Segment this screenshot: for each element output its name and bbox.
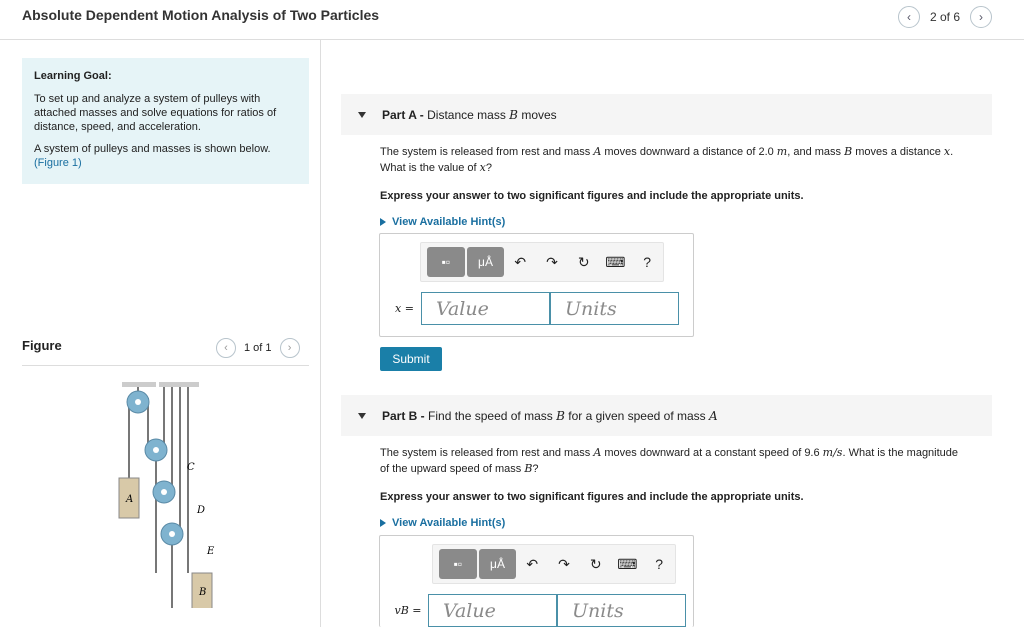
part-b-hint-link[interactable]: View Available Hint(s) bbox=[380, 517, 992, 529]
units-button[interactable] bbox=[467, 247, 505, 277]
pulley-system-figure bbox=[112, 378, 232, 608]
chevron-left-icon: ‹ bbox=[224, 342, 228, 354]
part-b-instruction: Express your answer to two significant figures and include the appropriate units. bbox=[380, 491, 804, 503]
prev-problem-button[interactable] bbox=[898, 6, 920, 28]
left-column bbox=[22, 40, 320, 627]
help-icon[interactable]: ? bbox=[643, 254, 652, 270]
collapse-caret-icon[interactable] bbox=[358, 112, 366, 118]
templates-button[interactable] bbox=[439, 549, 477, 579]
figure-header bbox=[22, 338, 309, 366]
pulley-axle bbox=[161, 489, 167, 495]
answer-label: vB = bbox=[394, 604, 422, 617]
units-input[interactable]: Units bbox=[550, 292, 679, 325]
next-problem-button[interactable] bbox=[970, 6, 992, 28]
part-b-body bbox=[380, 445, 992, 529]
part-b-title: Part B - Find the speed of mass B for a given speed of mass A bbox=[382, 408, 718, 423]
pulley-e-label: E bbox=[207, 546, 215, 557]
column-divider bbox=[320, 40, 321, 627]
part-a-title: Part A - Distance mass B moves bbox=[382, 107, 557, 122]
redo-icon[interactable]: ↷ bbox=[558, 555, 570, 572]
math-toolbar bbox=[432, 544, 676, 584]
part-b-answer-box bbox=[379, 535, 694, 627]
help-icon[interactable]: ? bbox=[655, 556, 664, 572]
reset-icon[interactable]: ↻ bbox=[589, 555, 602, 572]
figure-link[interactable]: (Figure 1) bbox=[34, 157, 82, 169]
templates-icon: ▪▫ bbox=[453, 557, 463, 571]
part-a-body bbox=[380, 144, 992, 228]
redo-icon[interactable]: ↷ bbox=[546, 253, 558, 270]
expand-triangle-icon bbox=[380, 218, 386, 226]
expand-triangle-icon bbox=[380, 519, 386, 527]
part-a-answer-box bbox=[379, 233, 694, 337]
page-title: Absolute Dependent Motion Analysis of Two Particles bbox=[22, 7, 380, 23]
system-text: A system of pulleys and masses is shown below. bbox=[34, 143, 271, 155]
answer-label: x = bbox=[395, 302, 414, 315]
pulley-d-label: D bbox=[197, 505, 206, 516]
units-button[interactable] bbox=[479, 549, 517, 579]
answer-row bbox=[388, 292, 679, 325]
part-b-header[interactable] bbox=[341, 395, 992, 436]
keyboard-icon[interactable]: ⌨ bbox=[605, 253, 626, 270]
chevron-right-icon: › bbox=[287, 342, 292, 354]
figure-pager bbox=[216, 338, 300, 358]
learning-goal-text: To set up and analyze a system of pulleys with attached masses and solve equations for ratios of distance, speed, and acceleration. bbox=[34, 93, 277, 133]
part-a-question: The system is released from rest and mass A moves downward a distance of 2.0 m, and mass B moves a distance x. What is the value of x? bbox=[380, 145, 954, 174]
pulley-axle bbox=[169, 531, 175, 537]
collapse-caret-icon[interactable] bbox=[358, 413, 366, 419]
main-content bbox=[341, 40, 993, 627]
math-toolbar bbox=[420, 242, 664, 282]
next-figure-button[interactable] bbox=[280, 338, 300, 358]
pulley-axle bbox=[153, 447, 159, 453]
submit-button[interactable]: Submit bbox=[380, 347, 442, 371]
learning-goal-box bbox=[22, 58, 309, 184]
pulley-c-label: C bbox=[187, 462, 195, 473]
part-a-hint-link[interactable]: View Available Hint(s) bbox=[380, 216, 992, 228]
reset-icon[interactable]: ↻ bbox=[577, 253, 590, 270]
part-a-header[interactable] bbox=[341, 94, 992, 135]
keyboard-icon[interactable]: ⌨ bbox=[617, 555, 638, 572]
templates-icon: ▪▫ bbox=[441, 255, 451, 269]
units-input[interactable]: Units bbox=[557, 594, 686, 627]
answer-row bbox=[388, 594, 686, 627]
prev-figure-button[interactable] bbox=[216, 338, 236, 358]
undo-icon[interactable]: ↶ bbox=[514, 253, 527, 270]
value-input[interactable]: Value bbox=[428, 594, 557, 627]
ceiling-left bbox=[122, 382, 156, 387]
ceiling-right bbox=[159, 382, 199, 387]
part-a-instruction: Express your answer to two significant figures and include the appropriate units. bbox=[380, 190, 804, 202]
value-input[interactable]: Value bbox=[421, 292, 550, 325]
part-b-question: The system is released from rest and mass A moves downward at a constant speed of 9.6 m/s. What is the magnitude of the upward speed of mass B? bbox=[380, 446, 959, 475]
top-bar bbox=[0, 0, 1024, 40]
learning-goal-heading: Learning Goal: bbox=[34, 70, 112, 82]
chevron-left-icon: ‹ bbox=[906, 10, 911, 24]
templates-button[interactable] bbox=[427, 247, 465, 277]
pulley-axle bbox=[135, 399, 141, 405]
problem-pager bbox=[898, 6, 992, 28]
chevron-right-icon: › bbox=[979, 10, 983, 24]
system-description bbox=[34, 142, 297, 170]
figure-label: Figure bbox=[22, 338, 62, 353]
problem-position: 2 of 6 bbox=[929, 10, 960, 24]
units-icon: μÅ bbox=[478, 255, 493, 269]
figure-position: 1 of 1 bbox=[244, 342, 272, 354]
units-icon: μÅ bbox=[490, 557, 505, 571]
mass-b-label: B bbox=[199, 587, 207, 598]
mass-a-label: A bbox=[126, 494, 134, 505]
undo-icon[interactable]: ↶ bbox=[526, 555, 539, 572]
